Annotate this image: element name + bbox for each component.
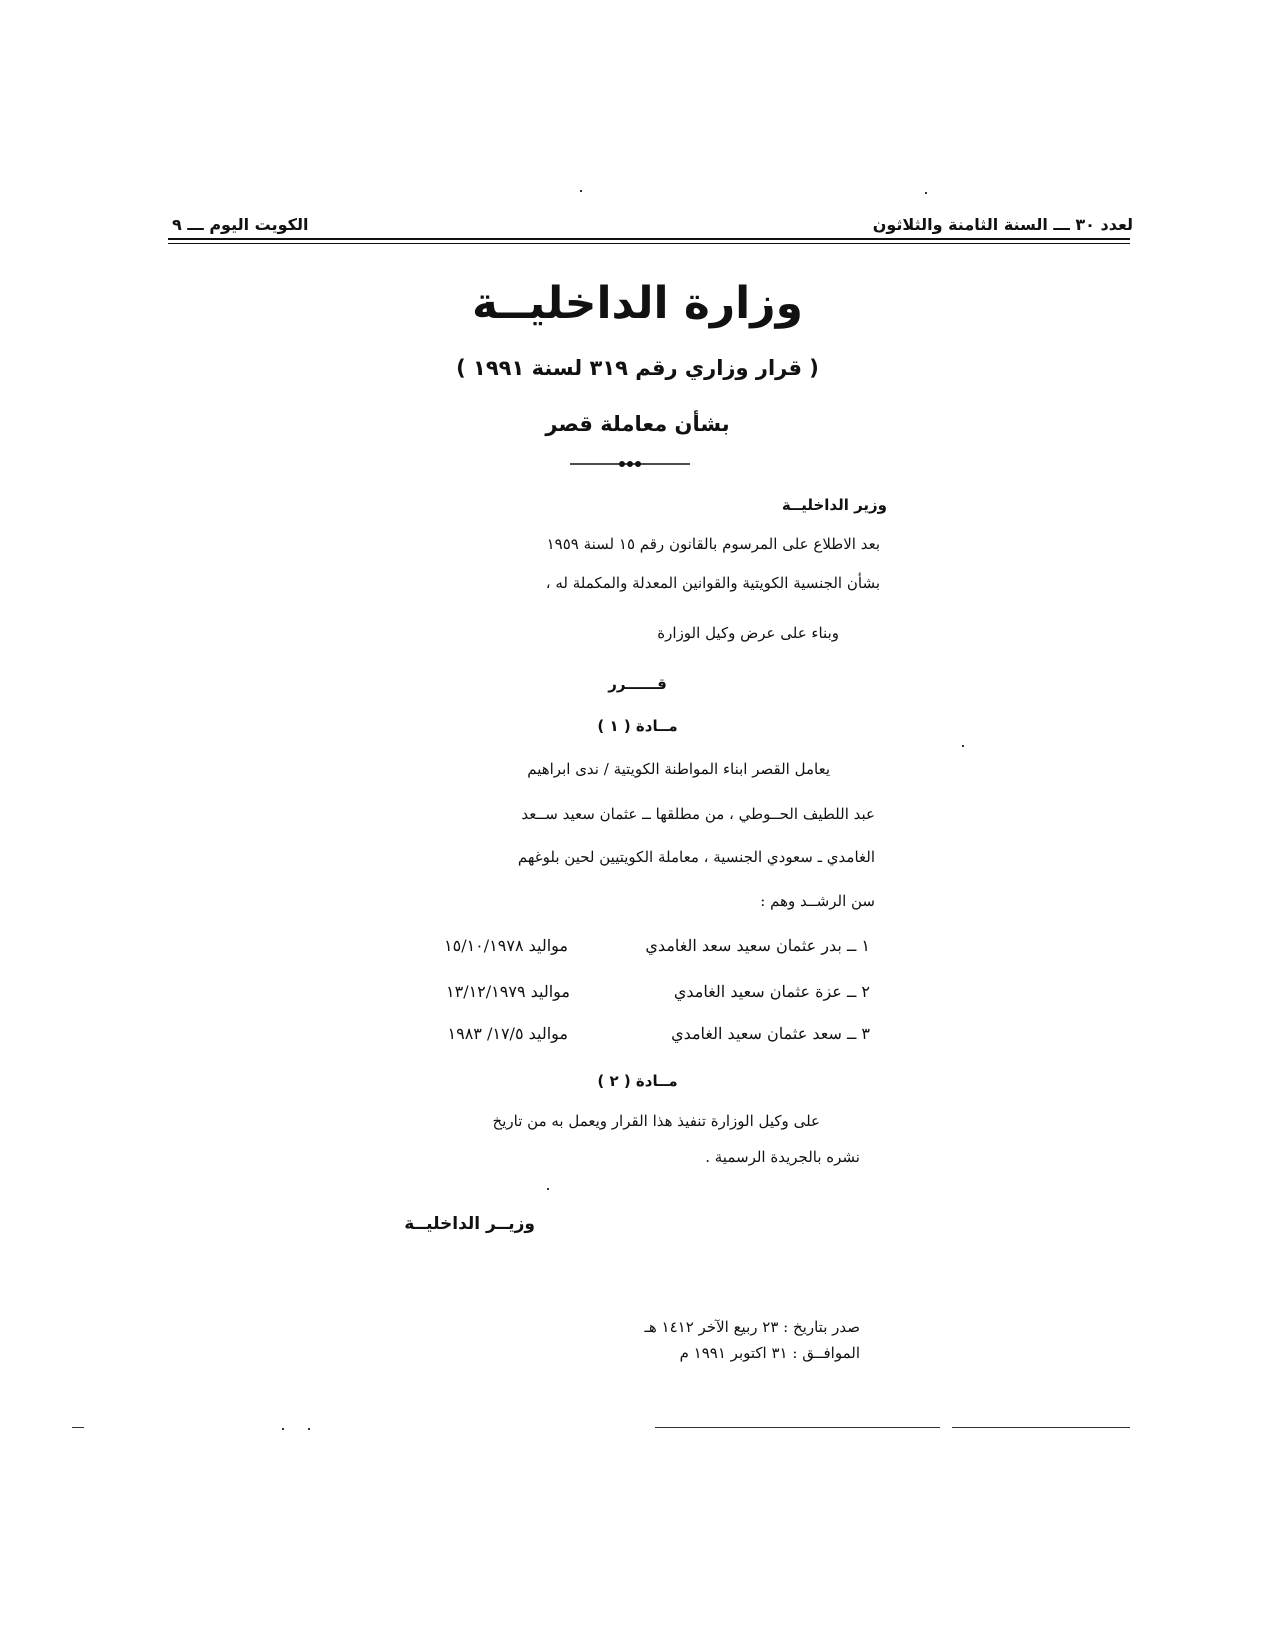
scan-speck — [282, 1428, 284, 1430]
child-dob: مواليد ١٧/٥/ ١٩٨٣ — [447, 1024, 568, 1043]
article-2-line: على وكيل الوزارة تنفيذ هذا القرار ويعمل به من تاريخ — [492, 1112, 820, 1130]
issue-date-gregorian: الموافــق : ٣١ اكتوبر ١٩٩١ م — [679, 1344, 860, 1362]
decision-heading: قــــــرر — [608, 675, 667, 693]
footer-rule — [655, 1427, 940, 1428]
article-2-line: نشره بالجريدة الرسمية . — [705, 1148, 860, 1166]
scan-mark — [72, 1427, 84, 1428]
article-1-line: عبد اللطيف الحــوطي ، من مطلقها ــ عثمان سعيد ســعد — [521, 805, 875, 823]
article-1-line: سن الرشــد وهم : — [760, 892, 875, 910]
scan-speck — [580, 190, 582, 192]
header-rule-thick — [168, 238, 1130, 240]
preamble-line: بعد الاطلاع على المرسوم بالقانون رقم ١٥ لسنة ١٩٥٩ — [546, 535, 880, 553]
child-dob: مواليد ١٥/١٠/١٩٧٨ — [444, 936, 568, 955]
page-header-left: الكويت اليوم ـــ ٩ — [172, 215, 309, 234]
issue-date-hijri: صدر بتاريخ : ٢٣ ربيع الآخر ١٤١٢ هـ — [644, 1318, 860, 1336]
page-header-right: لعدد ٣٠ ـــ السنة الثامنة والثلاثون — [872, 215, 1133, 234]
preamble-line: وبناء على عرض وكيل الوزارة — [657, 624, 839, 642]
preamble-minister: وزير الداخليــة — [781, 496, 887, 514]
preamble-line: بشأن الجنسية الكويتية والقوانين المعدلة والمكملة له ، — [545, 574, 880, 592]
child-name: ٢ ــ عزة عثمان سعيد الغامدي — [673, 982, 870, 1001]
child-name: ١ ــ بدر عثمان سعيد سعد الغامدي — [645, 936, 870, 955]
scan-speck — [308, 1428, 310, 1430]
article-1-line: الغامدي ـ سعودي الجنسية ، معاملة الكويتيين لحين بلوغهم — [517, 848, 875, 866]
signature-minister: وزيــر الداخليــة — [404, 1214, 535, 1234]
child-dob: مواليد ١٣/١٢/١٩٧٩ — [446, 982, 570, 1001]
child-name: ٣ ــ سعد عثمان سعيد الغامدي — [671, 1024, 870, 1043]
article-1-line: يعامل القصر ابناء المواطنة الكويتية / ندى ابراهيم — [527, 760, 830, 778]
article-2-heading: مــادة ( ٢ ) — [597, 1072, 678, 1090]
ministry-title: وزارة الداخليــة — [472, 278, 803, 329]
scan-speck — [547, 1188, 549, 1190]
decree-topic: بشأن معاملة قصر — [545, 412, 730, 436]
footer-rule — [952, 1427, 1130, 1428]
scan-speck — [962, 745, 964, 747]
scan-speck — [925, 192, 927, 194]
decree-subtitle: ( قرار وزاري رقم ٣١٩ لسنة ١٩٩١ ) — [456, 356, 819, 380]
article-1-heading: مــادة ( ١ ) — [597, 717, 678, 735]
header-rule-thin — [168, 243, 1130, 244]
ornament-divider — [560, 452, 700, 472]
